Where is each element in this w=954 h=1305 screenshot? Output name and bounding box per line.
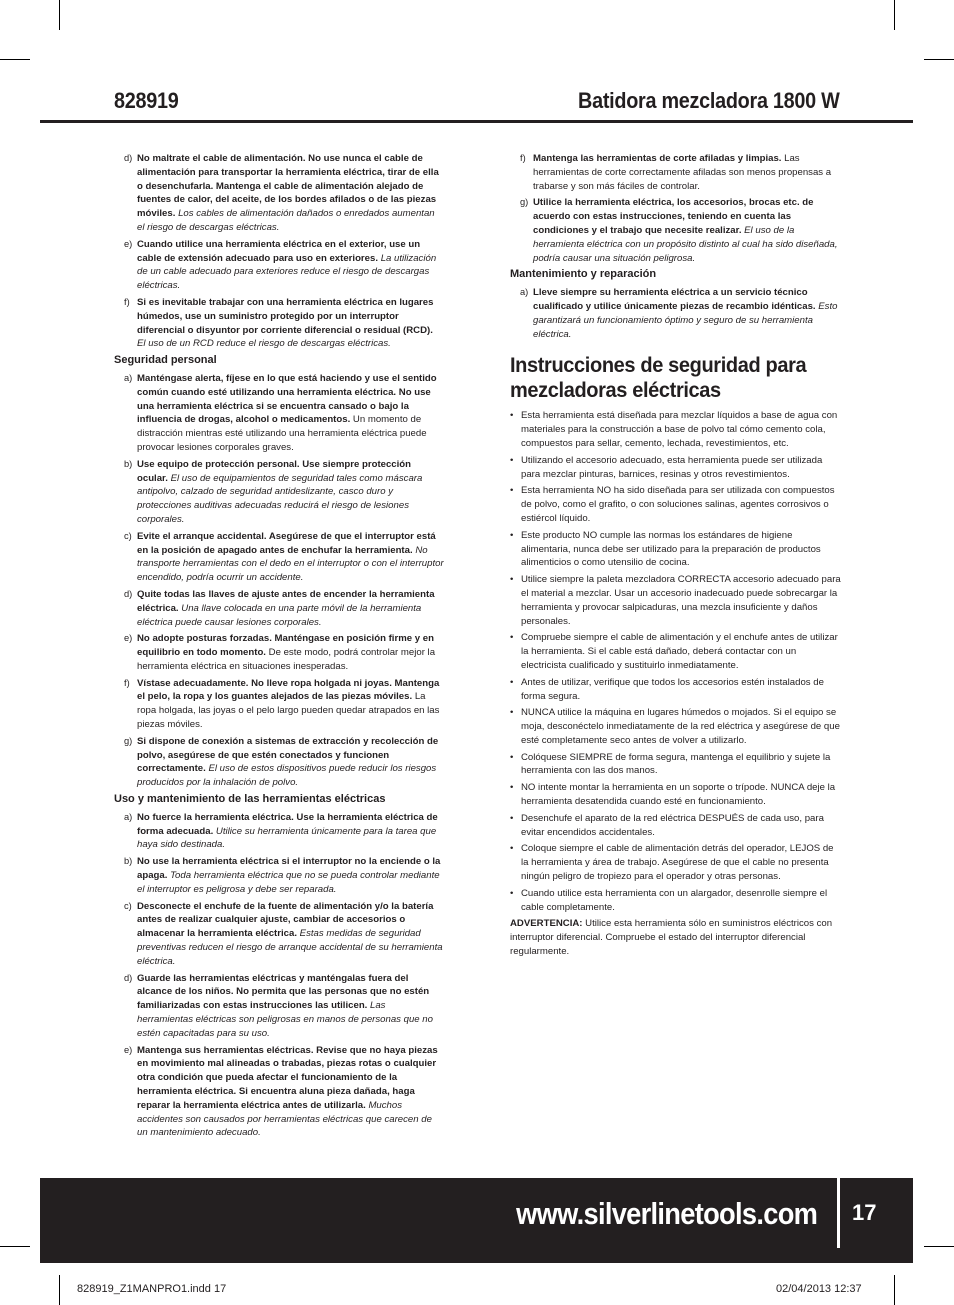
crop-mark bbox=[924, 1246, 954, 1247]
bullet-item: • Compruebe siempre el cable de alimentación y el enchufe antes de utilizar la herramienta. Si el cable está dañado, deberá contactar con un electricista cualificado y sustituirlo inmediatamente. bbox=[510, 631, 842, 672]
item-italic-text: Utilice su herramienta únicamente para la tarea que haya sido destinada. bbox=[137, 825, 437, 851]
footer-bar bbox=[40, 1178, 913, 1263]
list-item bbox=[114, 972, 444, 1041]
list-item bbox=[114, 735, 444, 790]
item-italic-text: Toda herramienta eléctrica que no se pueda controlar mediante el interruptor es peligrosa y debe ser reparada. bbox=[137, 870, 440, 895]
bullet-item: • Utilizando el accesorio adecuado, esta herramienta puede ser utilizada para mezclar pinturas, barnices, resinas y otros revestimientos. bbox=[510, 454, 842, 482]
section-title-line: mezcladoras eléctricas bbox=[510, 378, 721, 403]
item-letter: d) bbox=[124, 153, 133, 163]
item-letter: d) bbox=[124, 588, 133, 599]
maintenance-list bbox=[510, 286, 842, 341]
item-italic-text: No transporte herramientas con el dedo en el interruptor o con el interruptor encendido, podría ocurrir un accidente. bbox=[137, 544, 444, 584]
item-letter: a) bbox=[124, 372, 133, 383]
list-item bbox=[114, 296, 444, 351]
website-link[interactable]: www.silverlinetools.com bbox=[515, 1196, 817, 1231]
item-letter: d) bbox=[124, 972, 133, 983]
item-letter: f) bbox=[124, 296, 130, 307]
list-item bbox=[114, 811, 444, 852]
list-item bbox=[114, 900, 444, 969]
item-letter: c) bbox=[124, 900, 132, 911]
crop-mark bbox=[0, 59, 30, 60]
item-bold-text: Lleve siempre su herramienta eléctrica a un servicio técnico cualificado y utilice únicamente piezas de recambio idénticas. bbox=[533, 287, 816, 312]
item-italic-text: La utilización de un cable adecuado para exteriores reduce el riesgo de descargas eléctricas. bbox=[137, 252, 437, 292]
page-separator bbox=[837, 1178, 840, 1248]
item-bold-text: Quite todas las llaves de ajuste antes de encender la herramienta eléctrica. bbox=[137, 588, 435, 614]
item-bold-text: Manténgase alerta, fíjese en lo que está haciendo y use el sentido común cuando esté utilizando una herramienta eléctrica. No use una herramienta eléctrica si se encuentra cansado o bajo la influencia de drogas, alcohol o medicamentos. bbox=[137, 372, 437, 426]
tool-use-list-cont bbox=[510, 152, 842, 265]
warning-text: Utilice esta herramienta sólo en suministros eléctricos con interruptor diferencial. Compruebe el estado del interruptor diferencial regularmente. bbox=[510, 918, 833, 958]
section-title-line: Instrucciones de seguridad para bbox=[510, 353, 807, 378]
slug-filename: 828919_Z1MANPRO1.indd 17 bbox=[77, 1283, 227, 1295]
product-code: 828919 bbox=[114, 88, 179, 113]
item-italic-text: Esto garantizará un funcionamiento óptimo y seguro de su herramienta eléctrica. bbox=[533, 300, 838, 340]
item-letter: b) bbox=[124, 458, 133, 469]
list-item bbox=[510, 196, 842, 265]
mixer-safety-bullets bbox=[510, 409, 842, 914]
item-italic-text: El uso de un RCD reduce el riesgo de descargas eléctricas. bbox=[137, 338, 391, 350]
item-italic-text: Las herramientas eléctricas son peligrosas en manos de personas que no estén capacitadas para su uso. bbox=[137, 1000, 433, 1039]
subheading-personal-safety: Seguridad personal bbox=[114, 354, 217, 367]
list-item bbox=[114, 238, 444, 293]
item-bold-text: Mantenga las herramientas de corte afiladas y limpias. bbox=[533, 153, 782, 164]
bullet-item: • Esta herramienta NO ha sido diseñada para ser utilizada con compuestos de polvo, como el grafito, o con soluciones salinas, agentes corrosivos o estiércol líquido. bbox=[510, 484, 842, 525]
item-bold-text: Mantenga sus herramientas eléctricas. Revise que no haya piezas en movimiento mal alineadas o trabadas, piezas rotas o cualquier otra condición que pueda afectar el funcionamiento de la herramienta eléctrica. Si encuentra aluna pieza dañada, haga reparar la herramienta eléctrica antes de utilizarla. bbox=[137, 1044, 438, 1111]
item-italic-text: El uso de estos dispositivos puede reducir los riesgos producidos por la inhalación de polvo. bbox=[137, 763, 437, 789]
crop-mark bbox=[59, 0, 60, 30]
item-bold-text: Utilice la herramienta eléctrica, los accesorios, brocas etc. de acuerdo con estas instrucciones, teniendo en cuenta las condiciones y el trabajo que necesite realizar. bbox=[533, 197, 814, 236]
item-bold-text: No fuerce la herramienta eléctrica. Use la herramienta eléctrica de forma adecuada. bbox=[137, 811, 438, 837]
item-letter: e) bbox=[124, 1044, 133, 1055]
personal-safety-list bbox=[114, 372, 444, 790]
left-column bbox=[114, 152, 444, 1143]
right-column bbox=[510, 152, 842, 959]
item-bold-text: Use equipo de protección personal. Use siempre protección ocular. bbox=[137, 458, 412, 484]
bullet-item: • Coloque siempre el cable de alimentación detrás del operador, LEJOS de la herramienta y área de trabajo. Asegúrese de que el cable no presenta ningún peligro de tropiezo para el operador y otras personas. bbox=[510, 842, 842, 883]
list-item bbox=[114, 855, 444, 896]
item-italic-text: Muchos accidentes son causados por herramientas eléctricas que carecen de un mantenimiento adecuado. bbox=[137, 1099, 432, 1139]
item-bold-text: Cuando utilice una herramienta eléctrica en el exterior, use un cable de extensión adecuado para uso en exteriores. bbox=[137, 238, 421, 264]
item-italic-text: El uso de la herramienta eléctrica con un propósito distinto al cual ha sido diseñada, podría causar una situación peligrosa. bbox=[533, 224, 838, 264]
list-item bbox=[510, 152, 842, 193]
item-bold-text: Desconecte el enchufe de la fuente de alimentación y/o la batería antes de realizar cualquier ajuste, cambiar de accesorios o almacenar la herramienta eléctrica. bbox=[137, 900, 434, 940]
bullet-item: • Colóquese SIEMPRE de forma segura, mantenga el equilibrio y sujete la herramienta con las dos manos. bbox=[510, 751, 842, 779]
bullet-item: • Utilice siempre la paleta mezcladora CORRECTA accesorio adecuado para el material a mezclar. Usar un accesorio inadecuado puede sobrecargar la herramienta y provocar salpicaduras, una mezcla insuficiente y daños personales. bbox=[510, 573, 842, 628]
crop-mark bbox=[924, 59, 954, 60]
bullet-item: • NUNCA utilice la máquina en lugares húmedos o mojados. Si el equipo se moja, desconéctelo inmediatamente de la red eléctrica y asegúrese de que esté completamente seco antes de volver a utilizarlo. bbox=[510, 706, 842, 747]
warning-label: ADVERTENCIA: bbox=[510, 918, 583, 930]
list-item bbox=[114, 588, 444, 629]
item-bold-text: No maltrate el cable de alimentación. No use nunca el cable de alimentación para transportar la herramienta eléctrica, tirar de ella o desenchufarla. Mantenga el cable de alimentación alejado de fuentes de calor, del aceite, de los bordes afilados o de las piezas móviles. bbox=[137, 153, 439, 220]
bullet-item: • Desenchufe el aparato de la red eléctrica DESPUÉS de cada uso, para evitar encendidos accidentales. bbox=[510, 812, 842, 840]
item-letter: a) bbox=[124, 811, 133, 822]
item-letter: e) bbox=[124, 633, 133, 644]
item-bold-text: Evite el arranque accidental. Asegúrese de que el interruptor está en la posición de apagado antes de enchufar la herramienta. bbox=[137, 530, 436, 556]
item-letter: c) bbox=[124, 530, 132, 541]
crop-mark bbox=[894, 1275, 895, 1305]
page-title: Batidora mezcladora 1800 W bbox=[578, 88, 840, 113]
list-item bbox=[114, 458, 444, 527]
warning-paragraph bbox=[510, 917, 842, 958]
header-rule bbox=[40, 120, 913, 123]
item-bold-text: Si es inevitable trabajar con una herramienta eléctrica en lugares húmedos, use un suministro protegido por un interruptor diferencial o disyuntor por corriente diferencial o residual (RCD). bbox=[137, 296, 434, 336]
item-bold-text: No adopte posturas forzadas. Manténgase en posición firme y en equilibrio en todo momento. bbox=[137, 633, 434, 659]
crop-mark bbox=[0, 1246, 30, 1247]
item-letter: g) bbox=[124, 735, 133, 746]
list-item bbox=[114, 677, 444, 732]
bullet-item: • Cuando utilice esta herramienta con un alargador, desenrolle siempre el cable completamente. bbox=[510, 887, 842, 915]
page-header bbox=[40, 84, 912, 124]
list-item bbox=[114, 530, 444, 585]
list-item bbox=[114, 632, 444, 673]
crop-mark bbox=[894, 0, 895, 30]
section-title bbox=[510, 353, 819, 403]
list-item bbox=[510, 286, 842, 341]
item-bold-text: No use la herramienta eléctrica si el interruptor no la enciende o la apaga. bbox=[137, 856, 441, 882]
subheading-maintenance: Mantenimiento y reparación bbox=[510, 268, 657, 281]
bullet-item: • Esta herramienta está diseñada para mezclar líquidos a base de agua con materiales para la construcción a base de polvo tal cómo cemento cola, compuestos para sellar, cemento, lechada, revestimientos, etc. bbox=[510, 409, 842, 450]
electrical-safety-list bbox=[114, 152, 444, 351]
crop-mark bbox=[59, 1275, 60, 1305]
page-number: 17 bbox=[852, 1200, 877, 1225]
list-item bbox=[114, 152, 444, 235]
item-bold-text: Guarde las herramientas eléctricas y manténgalas fuera del alcance de los niños. No permita que las personas que no estén familiarizadas con estas instrucciones las utilicen. bbox=[137, 972, 430, 1012]
item-italic-text: El uso de equipamientos de seguridad tales como máscara antipolvo, calzado de seguridad antideslizante, casco duro y protecciones auditivas adecuadas reducirá el riesgo de lesiones corporales. bbox=[137, 472, 423, 525]
item-bold-text: Si dispone de conexión a sistemas de extracción y recolección de polvo, asegúrese de que estén conectados y funcionen correctamente. bbox=[137, 735, 439, 775]
item-italic-text: Estas medidas de seguridad preventivas reducen el riesgo de arranque accidental de su herramienta eléctrica. bbox=[137, 928, 443, 967]
item-plain-text: Un momento de distracción mientras esté utilizando una herramienta eléctrica puede provocar lesiones corporales graves. bbox=[137, 414, 427, 453]
item-letter: b) bbox=[124, 856, 133, 867]
item-letter: a) bbox=[520, 287, 529, 298]
item-italic-text: Una llave colocada en una parte móvil de la herramienta eléctrica puede causar lesiones corporales. bbox=[137, 602, 422, 628]
item-letter: g) bbox=[520, 197, 529, 208]
item-letter: f) bbox=[124, 677, 130, 688]
list-item bbox=[114, 1044, 444, 1141]
item-italic-text: Los cables de alimentación dañados o enredados aumentan el riesgo de descargas eléctricas. bbox=[137, 208, 435, 233]
subheading-tool-use: Uso y mantenimiento de las herramientas eléctricas bbox=[114, 793, 386, 806]
bullet-item: • Antes de utilizar, verifique que todos los accesorios estén instalados de forma segura. bbox=[510, 676, 842, 704]
bullet-item: • Este producto NO cumple las normas los estándares de higiene alimentaria, nunca debe ser utilizado para la preparación de productos alimenticios o como utensilio de cocina. bbox=[510, 529, 842, 570]
bullet-item: • NO intente montar la herramienta en un soporte o trípode. NUNCA deje la herramienta desatendida cuando esté en funcionamiento. bbox=[510, 781, 842, 809]
item-bold-text: Vístase adecuadamente. No lleve ropa holgada ni joyas. Mantenga el pelo, la ropa y los guantes alejados de las piezas móviles. bbox=[137, 677, 440, 703]
item-plain-text: La ropa holgada, las joyas o el pelo largo pueden quedar atrapados en las piezas móviles. bbox=[137, 691, 440, 731]
list-item bbox=[114, 372, 444, 455]
item-plain-text: De este modo, podrá controlar mejor la herramienta eléctrica en situaciones inesperadas. bbox=[137, 647, 436, 672]
tool-use-list bbox=[114, 811, 444, 1140]
item-letter: e) bbox=[124, 238, 133, 249]
item-plain-text: Las herramientas de corte correctamente afiladas son menos propensas a trabarse y son más fáciles de controlar. bbox=[533, 153, 832, 192]
item-letter: f) bbox=[520, 153, 526, 163]
slug-date: 02/04/2013 12:37 bbox=[776, 1283, 862, 1295]
